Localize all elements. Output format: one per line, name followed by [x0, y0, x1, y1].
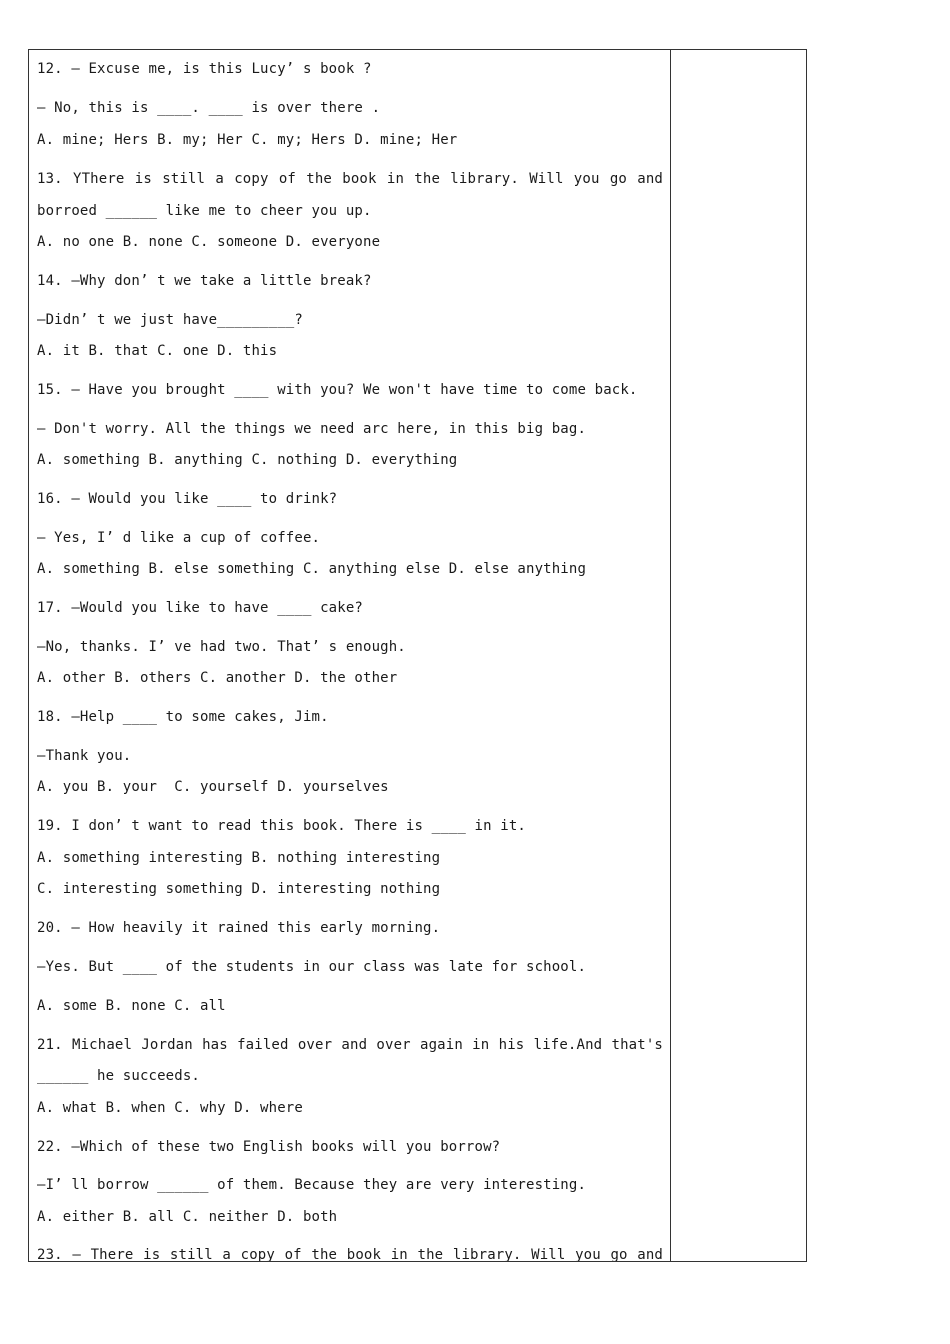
question-18-stem: 18. —Help ____ to some cakes, Jim. [37, 709, 329, 725]
question-12-stem: 12. — Excuse me, is this Lucy’ s book ? [37, 61, 372, 77]
question-17-options: A. other B. others C. another D. the other [37, 670, 398, 686]
question-18-options: A. you B. your C. yourself D. yourselves [37, 779, 389, 795]
question-16-reply: — Yes, I’ d like a cup of coffee. [37, 530, 321, 546]
question-21-stem: 21. Michael Jordan has failed over and over again in his life.And that's [37, 1037, 663, 1053]
question-19-options-ab: A. something interesting B. nothing interesting [37, 850, 441, 866]
question-19-stem: 19. I don’ t want to read this book. There is ____ in it. [37, 818, 526, 834]
question-14-stem: 14. —Why don’ t we take a little break? [37, 273, 372, 289]
question-22-options: A. either B. all C. neither D. both [37, 1209, 338, 1225]
question-23-stem: 23. — There is still a copy of the book in the library. Will you go and [37, 1247, 663, 1262]
question-20-reply: —Yes. But ____ of the students in our class was late for school. [37, 959, 587, 975]
question-19-options-cd: C. interesting something D. interesting nothing [37, 881, 441, 897]
question-15-reply: — Don't worry. All the things we need arc here, in this big bag. [37, 421, 587, 437]
question-21-stem-continued: ______ he succeeds. [37, 1068, 200, 1084]
question-21-options: A. what B. when C. why D. where [37, 1100, 303, 1116]
question-12-options: A. mine; Hers B. my; Her C. my; Hers D. mine; Her [37, 132, 458, 148]
question-16-stem: 16. — Would you like ____ to drink? [37, 491, 338, 507]
question-20-options: A. some B. none C. all [37, 998, 226, 1014]
question-12-reply: — No, this is ____. ____ is over there . [37, 100, 381, 116]
question-13-stem: 13. YThere is still a copy of the book in the library. Will you go and [37, 171, 663, 187]
question-15-options: A. something B. anything C. nothing D. everything [37, 452, 458, 468]
question-20-stem: 20. — How heavily it rained this early morning. [37, 920, 441, 936]
question-17-stem: 17. —Would you like to have ____ cake? [37, 600, 363, 616]
question-14-reply: —Didn’ t we just have_________? [37, 312, 303, 328]
question-15-stem: 15. — Have you brought ____ with you? We won't have time to come back. [37, 382, 638, 398]
question-17-reply: —No, thanks. I’ ve had two. That’ s enough. [37, 639, 406, 655]
question-22-reply: —I’ ll borrow ______ of them. Because they are very interesting. [37, 1177, 587, 1193]
notes-column [671, 50, 806, 1261]
question-16-options: A. something B. else something C. anything else D. else anything [37, 561, 587, 577]
question-18-reply: —Thank you. [37, 748, 132, 764]
question-22-stem: 22. —Which of these two English books will you borrow? [37, 1139, 501, 1155]
question-14-options: A. it B. that C. one D. this [37, 343, 278, 359]
exercise-table [28, 49, 807, 1262]
question-13-options: A. no one B. none C. someone D. everyone [37, 234, 381, 250]
question-13-stem-continued: borroed ______ like me to cheer you up. [37, 203, 372, 219]
